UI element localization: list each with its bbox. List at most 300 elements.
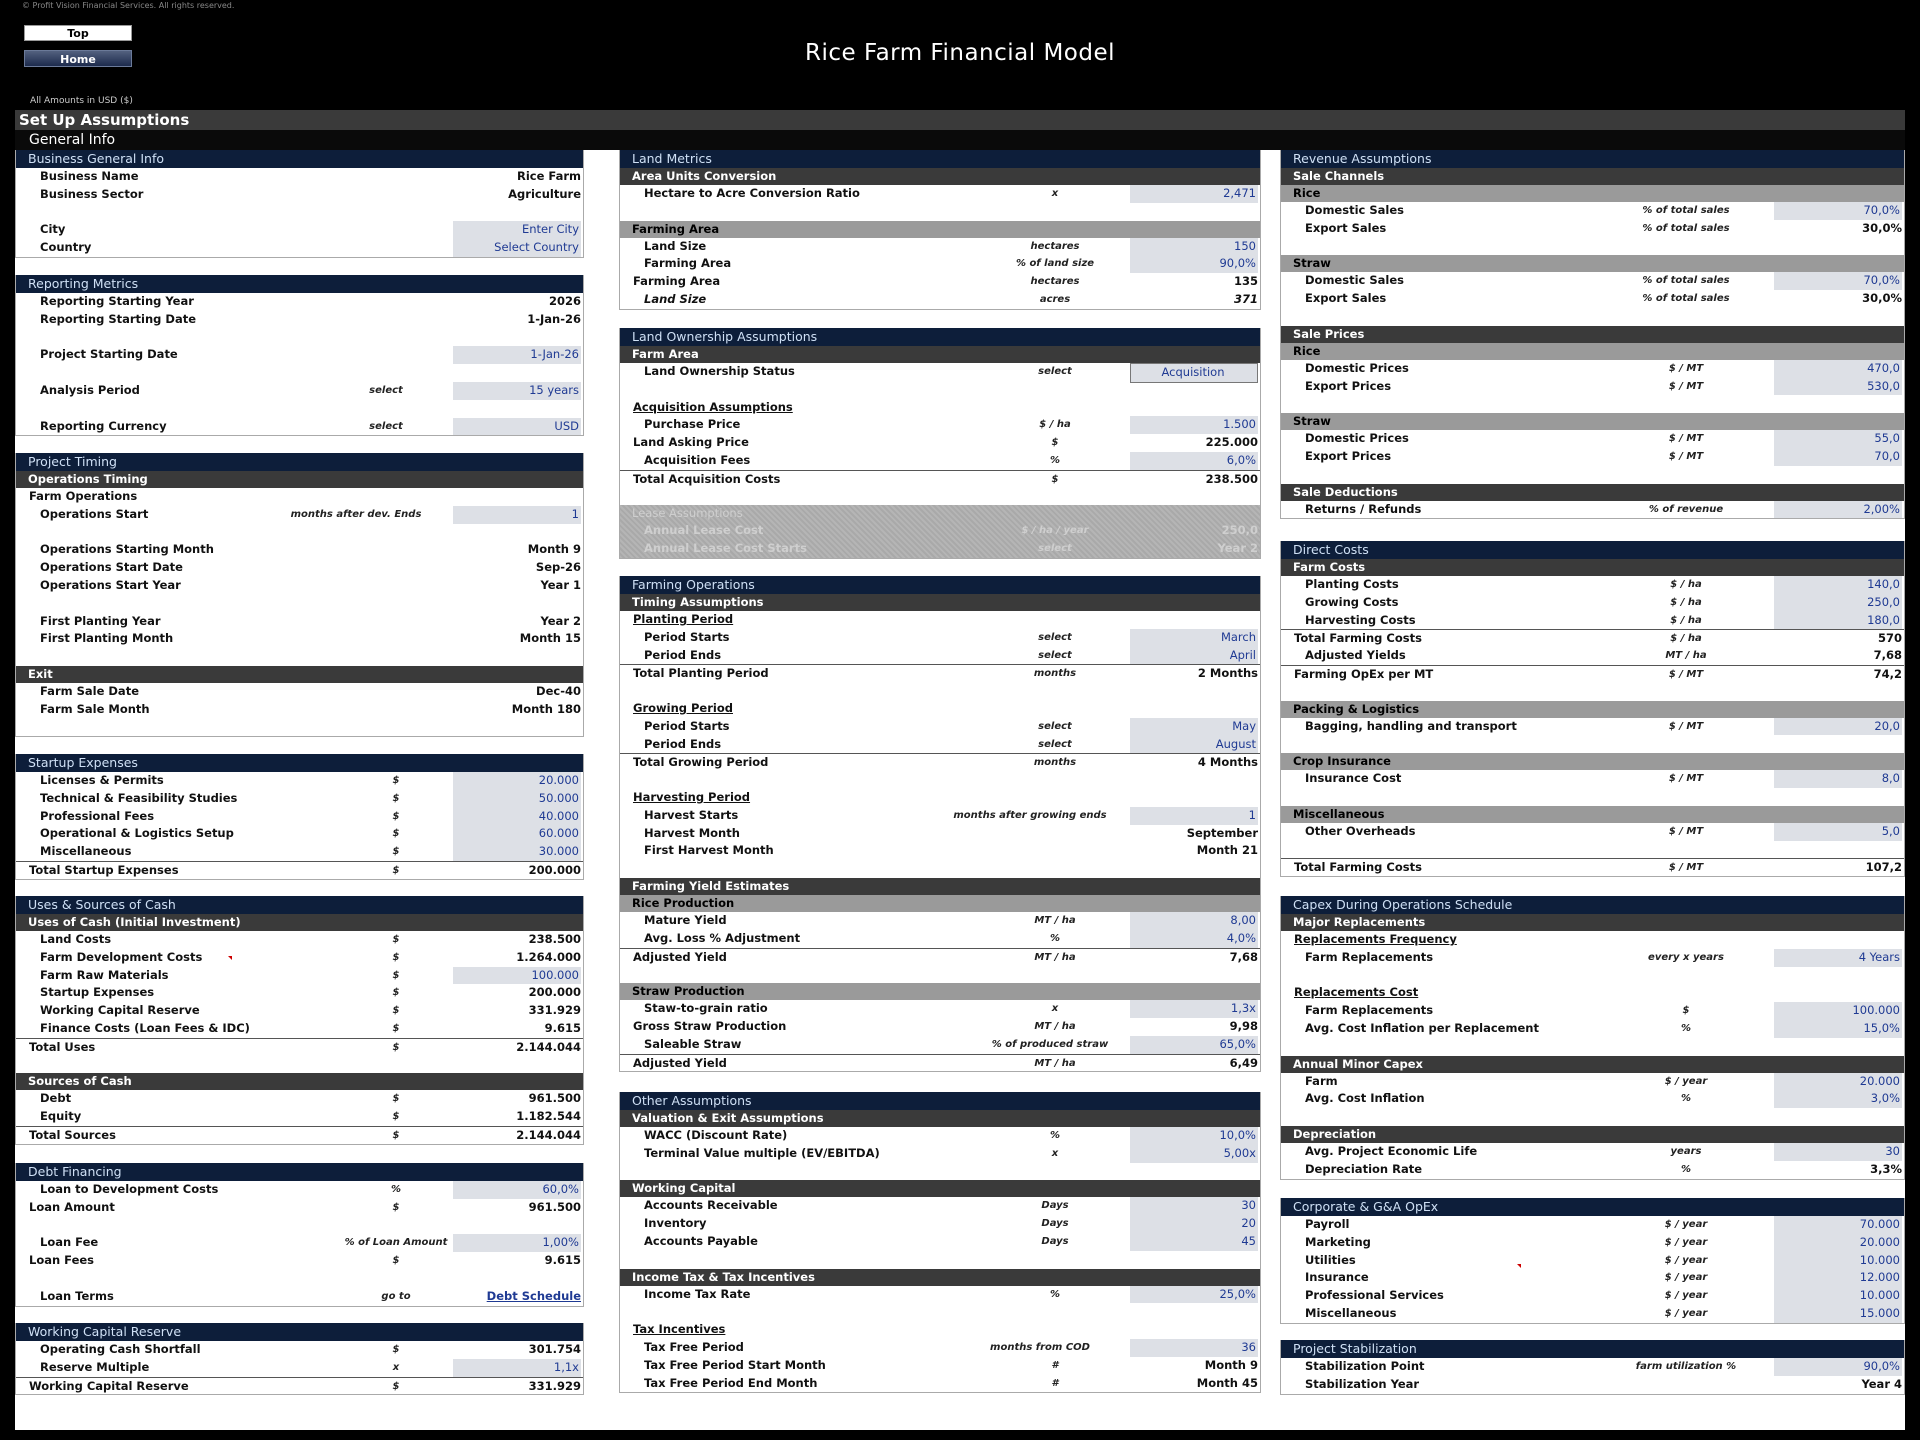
row-label: Startup Expenses	[40, 985, 155, 1000]
row-label: Licenses & Permits	[40, 773, 164, 787]
loan-fees-row	[16, 1252, 583, 1270]
row-unit: $ / MT	[1668, 450, 1704, 462]
cost-title-row	[1281, 984, 1904, 1002]
timing-assumptions-header: Timing Assumptions	[620, 594, 1260, 611]
row-label: Utilities	[1305, 1252, 1356, 1267]
purchase-price-input[interactable]: 1.500	[1130, 416, 1258, 434]
startup-expenses-block	[15, 754, 584, 880]
land-size-row	[620, 238, 1260, 256]
farm-dev-row	[16, 949, 583, 967]
row-label: Total Startup Expenses	[29, 862, 179, 877]
row-label: Adjusted Yield	[633, 1055, 727, 1070]
equity-value: 1.182.544	[516, 1109, 581, 1124]
row-unit: select	[1038, 366, 1072, 377]
row-label: Domestic Prices	[1305, 360, 1409, 375]
studies-row	[16, 790, 583, 808]
row-label: Reserve Multiple	[40, 1359, 150, 1374]
spacer	[16, 1270, 583, 1288]
growing-start-select[interactable]: May	[1130, 718, 1258, 736]
row-label: Land Asking Price	[633, 435, 749, 450]
farm-sale-date-value: Dec-40	[536, 683, 581, 698]
planting-start-select[interactable]: March	[1130, 629, 1258, 647]
spacer	[620, 682, 1260, 700]
loan-terms-row	[16, 1288, 583, 1306]
acq-fees-input[interactable]: 6,0%	[1130, 452, 1258, 470]
spacer	[1281, 841, 1904, 859]
row-label: Farming OpEx per MT	[1294, 666, 1434, 681]
ops-start-year-row	[16, 577, 583, 595]
row-label: Technical & Feasibility Studies	[40, 790, 238, 805]
row-label: Operations Start Date	[40, 560, 183, 575]
row-label: Tax Incentives	[633, 1322, 726, 1337]
spacer	[16, 329, 583, 347]
adjusted-straw-row	[620, 1054, 1260, 1072]
row-unit: $ / year	[1664, 1236, 1708, 1248]
adjusted-straw-value: 6,49	[1229, 1055, 1258, 1070]
row-unit: $	[1051, 437, 1059, 449]
row-label: Working Capital Reserve	[40, 1003, 200, 1018]
land-costs-row	[16, 931, 583, 949]
reporting-block	[15, 275, 584, 436]
prof-fees-input[interactable]: 40.000	[453, 808, 581, 826]
farming-operations-block	[619, 576, 1261, 879]
gross-straw-value: 9,98	[1229, 1018, 1258, 1033]
lease-cost-value: 250,0	[1221, 523, 1258, 538]
ownership-status-select[interactable]: Acquisition	[1130, 363, 1258, 383]
row-unit: $	[392, 1129, 400, 1141]
reserve-multiple-input[interactable]: 1,1x	[453, 1359, 581, 1377]
uses-header: Uses of Cash (Initial Investment)	[16, 914, 583, 931]
row-label: Tax Free Period End Month	[644, 1375, 818, 1390]
row-label: Harvest Starts	[644, 807, 739, 822]
operations-timing-header: Operations Timing	[16, 471, 583, 488]
area-units-header: Area Units Conversion	[620, 168, 1260, 185]
stabilization-point-row	[1281, 1358, 1904, 1376]
mature-yield-input[interactable]: 8,00	[1130, 912, 1258, 930]
row-label: Total Uses	[29, 1039, 96, 1054]
wacc-input[interactable]: 10,0%	[1130, 1127, 1258, 1145]
assumptions-sheet	[15, 130, 1905, 1430]
row-label: Operational & Logistics Setup	[40, 826, 234, 841]
row-label: Domestic Sales	[1305, 273, 1404, 288]
packing-header: Packing & Logistics	[1281, 701, 1904, 718]
minor-farm-input[interactable]: 20.000	[1774, 1073, 1902, 1091]
row-label: Project Starting Date	[40, 347, 178, 362]
bagging-input[interactable]: 20,0	[1774, 718, 1902, 736]
row-unit: $ / year	[1664, 1219, 1708, 1230]
first-harvest-value: Month 21	[1196, 843, 1258, 858]
row-label: Farming Area	[633, 274, 721, 289]
analysis-period-row	[16, 382, 583, 400]
total-uses-row	[16, 1038, 583, 1056]
minor-inflation-row	[1281, 1090, 1904, 1108]
cash-shortfall-value: 301.754	[528, 1342, 581, 1356]
row-unit: $	[392, 1380, 400, 1392]
growing-start-row	[620, 718, 1260, 736]
loan-fees-value: 9.615	[544, 1253, 581, 1268]
straw-dom-price-input[interactable]: 55,0	[1774, 430, 1902, 448]
acq-total-row	[620, 470, 1260, 488]
farming-area-pct-row	[620, 255, 1260, 273]
growing-title-row	[620, 700, 1260, 718]
row-unit: %	[390, 1184, 402, 1195]
row-unit: $ / MT	[1668, 668, 1704, 680]
comment-marker-icon[interactable]	[228, 956, 232, 960]
row-unit: x	[1051, 1003, 1059, 1015]
row-unit: % of total sales	[1642, 293, 1730, 305]
row-unit: $	[392, 846, 400, 858]
row-label: Total Farming Costs	[1294, 631, 1422, 646]
gross-straw-row	[620, 1018, 1260, 1036]
tax-free-period-input[interactable]: 36	[1130, 1339, 1258, 1357]
ops-setup-input[interactable]: 60.000	[453, 825, 581, 843]
row-label: Harvesting Costs	[1305, 612, 1416, 627]
row-unit: $ / MT	[1668, 773, 1704, 785]
row-label: Growing Period	[633, 700, 733, 715]
row-label: Depreciation Rate	[1305, 1161, 1423, 1176]
adjusted-yield-row	[620, 948, 1260, 966]
revenue-block	[1280, 150, 1905, 519]
copyright-text: © Profit Vision Financial Services. All rights reserved.	[22, 1, 235, 10]
row-unit: $	[392, 792, 400, 804]
ops-setup-row	[16, 825, 583, 843]
operations-start-input[interactable]: 1	[453, 506, 581, 524]
row-label: Operating Cash Shortfall	[40, 1342, 201, 1356]
economic-life-input[interactable]: 30	[1774, 1143, 1902, 1161]
row-label: Saleable Straw	[644, 1036, 742, 1051]
row-label: Gross Straw Production	[633, 1018, 787, 1033]
row-label: Period Ends	[644, 736, 722, 751]
rice-exp-price-input[interactable]: 530,0	[1774, 378, 1902, 396]
row-unit: %	[1049, 1130, 1061, 1141]
depreciation-rate-row	[1281, 1161, 1904, 1179]
reporting-header: Reporting Metrics	[16, 275, 583, 293]
row-unit: $	[1682, 1005, 1690, 1017]
row-label: Loan Terms	[40, 1288, 114, 1303]
row-unit: $	[1051, 473, 1059, 485]
currency-select[interactable]: USD	[453, 418, 581, 436]
ar-row	[620, 1197, 1260, 1215]
studies-input[interactable]: 50.000	[453, 790, 581, 808]
growing-costs-input[interactable]: 250,0	[1774, 594, 1902, 612]
farming-operations-header: Farming Operations	[620, 576, 1260, 594]
marketing-row	[1281, 1234, 1904, 1252]
home-button[interactable]: Home	[24, 50, 132, 67]
row-label: Export Sales	[1305, 291, 1387, 306]
tax-free-period-row	[620, 1339, 1260, 1357]
planting-costs-row	[1281, 576, 1904, 594]
row-unit: hectares	[1030, 240, 1080, 252]
spacer	[16, 719, 583, 737]
land-size-input[interactable]: 150	[1130, 238, 1258, 256]
row-unit: $	[392, 951, 400, 963]
spacer	[620, 860, 1260, 878]
row-label: Returns / Refunds	[1305, 501, 1422, 516]
reporting-year-row	[16, 293, 583, 311]
corp-misc-row	[1281, 1305, 1904, 1323]
row-label: Domestic Prices	[1305, 431, 1409, 446]
loss-adjustment-row	[620, 930, 1260, 948]
wc-reserve-total-value: 331.929	[528, 1378, 581, 1393]
sale-prices-header: Sale Prices	[1281, 326, 1904, 343]
row-unit: MT / ha	[1034, 951, 1076, 963]
replacement-cost-input[interactable]: 100.000	[1774, 1002, 1902, 1020]
row-unit: $	[392, 1041, 400, 1053]
sources-header: Sources of Cash	[16, 1073, 583, 1090]
land-ownership-block	[619, 328, 1261, 559]
row-unit: x	[1051, 1147, 1059, 1159]
marketing-input[interactable]: 20.000	[1774, 1234, 1902, 1252]
project-start-row	[16, 346, 583, 364]
spacer	[620, 1163, 1260, 1181]
row-unit: months after dev. Ends	[290, 508, 422, 520]
licenses-input[interactable]: 20.000	[453, 772, 581, 790]
first-planting-month-row	[16, 630, 583, 648]
rice-production-header: Rice Production	[620, 895, 1260, 912]
spacer	[1281, 308, 1904, 326]
valuation-header: Valuation & Exit Assumptions	[620, 1110, 1260, 1127]
top-button[interactable]: Top	[24, 25, 132, 41]
planting-end-select[interactable]: April	[1130, 647, 1258, 665]
grand-total-costs-value: 107,2	[1865, 860, 1902, 875]
country-select[interactable]: Select Country	[453, 239, 581, 257]
saleable-straw-input[interactable]: 65,0%	[1130, 1036, 1258, 1054]
row-label: WACC (Discount Rate)	[644, 1128, 788, 1142]
rice-prices-header: Rice	[1281, 343, 1904, 360]
row-label: Total Farming Costs	[1294, 860, 1422, 875]
ops-start-date-value: Sep-26	[535, 560, 581, 575]
tax-rate-input[interactable]: 25,0%	[1130, 1286, 1258, 1304]
row-label: Business Sector	[40, 186, 144, 201]
replacement-inflation-row	[1281, 1020, 1904, 1038]
corporate-opex-header: Corporate & G&A OpEx	[1281, 1198, 1904, 1216]
prof-services-input[interactable]: 10.000	[1774, 1287, 1902, 1305]
row-label: Growing Costs	[1305, 594, 1399, 609]
spacer	[1281, 1038, 1904, 1056]
row-unit: go to	[381, 1290, 411, 1302]
row-label: Purchase Price	[644, 417, 741, 432]
yield-block	[619, 878, 1261, 1072]
spacer	[16, 595, 583, 613]
straw-domestic-input[interactable]: 70,0%	[1774, 272, 1902, 290]
straw-exp-price-input[interactable]: 70,0	[1774, 448, 1902, 466]
harvest-start-row	[620, 807, 1260, 825]
uses-sources-block	[15, 896, 584, 1145]
bagging-row	[1281, 718, 1904, 736]
row-unit: select	[369, 420, 403, 432]
other-assumptions-block	[619, 1092, 1261, 1393]
insurance-input[interactable]: 12.000	[1774, 1269, 1902, 1287]
loan-fee-input[interactable]: 1,00%	[453, 1234, 581, 1252]
row-label: Stabilization Year	[1305, 1376, 1420, 1391]
acq-fees-row	[620, 452, 1260, 470]
land-metrics-header: Land Metrics	[620, 150, 1260, 168]
row-label: Planting Costs	[1305, 577, 1399, 591]
insurance-cost-input[interactable]: 8,0	[1774, 770, 1902, 788]
overheads-input[interactable]: 5,0	[1774, 823, 1902, 841]
row-label: Stabilization Point	[1305, 1359, 1425, 1373]
growing-end-row	[620, 736, 1260, 754]
row-unit: % of land size	[1015, 258, 1095, 270]
wc-reserve-header: Working Capital Reserve	[16, 1323, 583, 1341]
farm-operations-group	[16, 488, 583, 506]
row-unit: $ / year	[1664, 1290, 1708, 1302]
replacement-inflation-input[interactable]: 15,0%	[1774, 1020, 1902, 1038]
ap-input[interactable]: 45	[1130, 1233, 1258, 1251]
row-unit: $ / MT	[1668, 720, 1704, 732]
straw-export-row	[1281, 290, 1904, 308]
wacc-row	[620, 1127, 1260, 1145]
row-label: First Harvest Month	[644, 843, 774, 858]
row-unit: % of revenue	[1648, 503, 1724, 515]
row-label: Tax Free Period	[644, 1339, 744, 1354]
finance-costs-value: 9.615	[544, 1020, 581, 1035]
harvest-start-input[interactable]: 1	[1130, 807, 1258, 825]
acquisition-title-row	[620, 399, 1260, 417]
row-label: Avg. Cost Inflation per Replacement	[1305, 1020, 1539, 1035]
row-label: First Planting Month	[40, 631, 174, 646]
farming-area-header: Farming Area	[620, 221, 1260, 238]
row-label: Debt	[40, 1091, 72, 1106]
tv-multiple-input[interactable]: 5,00x	[1130, 1145, 1258, 1163]
planting-costs-input[interactable]: 140,0	[1774, 576, 1902, 594]
row-unit: $	[392, 1093, 400, 1105]
first-harvest-row	[620, 842, 1260, 860]
stabilization-year-value: Year 4	[1861, 1376, 1902, 1391]
row-label: Avg. Loss % Adjustment	[644, 930, 801, 945]
economic-life-row	[1281, 1143, 1904, 1161]
opex-per-mt-row	[1281, 665, 1904, 683]
spacer	[1281, 967, 1904, 985]
row-label: Loan Fees	[29, 1253, 95, 1268]
planting-total-row	[620, 664, 1260, 682]
row-unit: $	[392, 1201, 400, 1213]
row-label: Tax Free Period Start Month	[644, 1357, 826, 1372]
row-unit: x	[1051, 188, 1059, 199]
comment-marker-icon[interactable]	[1517, 1264, 1521, 1268]
row-label: Farm Operations	[29, 489, 138, 503]
farming-area-pct-input[interactable]: 90,0%	[1130, 255, 1258, 273]
planting-start-row	[620, 629, 1260, 647]
row-unit: $ / ha / year	[1021, 525, 1089, 537]
insurance-cost-row	[1281, 770, 1904, 788]
row-label: Loan to Development Costs	[40, 1182, 219, 1196]
row-label: Acquisition Assumptions	[633, 399, 793, 414]
prof-fees-row	[16, 808, 583, 826]
row-label: First Planting Year	[40, 613, 161, 628]
returns-input[interactable]: 2,00%	[1774, 501, 1902, 519]
row-label: Professional Fees	[40, 808, 155, 823]
row-label: Accounts Payable	[644, 1233, 758, 1248]
land-costs-value: 238.500	[528, 932, 581, 946]
spacer	[620, 488, 1260, 506]
cash-shortfall-row	[16, 1341, 583, 1359]
row-unit: $ / ha	[1670, 596, 1702, 608]
yield-header: Farming Yield Estimates	[620, 878, 1260, 895]
row-label: Reporting Currency	[40, 418, 167, 433]
ops-start-month-value: Month 9	[527, 542, 581, 557]
project-start-input[interactable]: 1-Jan-26	[453, 346, 581, 364]
exit-header: Exit	[16, 666, 583, 683]
opex-per-mt-value: 74,2	[1873, 666, 1902, 681]
reserve-multiple-row	[16, 1359, 583, 1377]
first-planting-year-value: Year 2	[540, 613, 581, 628]
growing-end-select[interactable]: August	[1130, 736, 1258, 754]
startup-expenses-header: Startup Expenses	[16, 754, 583, 772]
utilities-input[interactable]: 10.000	[1774, 1252, 1902, 1270]
row-unit: every x years	[1648, 951, 1724, 963]
row-label: Period Ends	[644, 647, 722, 662]
business-name-row	[16, 168, 583, 186]
misc-input[interactable]: 30.000	[453, 843, 581, 861]
first-planting-month-value: Month 15	[519, 631, 581, 646]
direct-costs-block	[1280, 541, 1905, 877]
row-unit: $ / ha	[1670, 579, 1702, 590]
replacement-freq-input[interactable]: 4 Years	[1774, 949, 1902, 967]
row-unit: $ / MT	[1668, 825, 1704, 837]
inventory-input[interactable]: 20	[1130, 1215, 1258, 1233]
row-label: Business Name	[40, 169, 139, 183]
straw-domestic-row	[1281, 272, 1904, 290]
row-label: Export Prices	[1305, 378, 1392, 393]
row-label: Operations Start	[40, 506, 149, 521]
land-acres-row	[620, 291, 1260, 309]
revenue-header: Revenue Assumptions	[1281, 150, 1904, 168]
row-unit: hectares	[1030, 276, 1080, 288]
row-unit: $ / ha	[1670, 614, 1702, 626]
row-label: Replacements Cost	[1294, 985, 1419, 1000]
rice-domestic-input[interactable]: 70,0%	[1774, 202, 1902, 220]
row-unit: %	[1049, 454, 1061, 466]
business-sector-row	[16, 186, 583, 204]
raw-materials-input[interactable]: 100.000	[453, 967, 581, 985]
minor-inflation-input[interactable]: 3,0%	[1774, 1090, 1902, 1108]
straw-exp-price-row	[1281, 448, 1904, 466]
row-label: Operations Start Year	[40, 577, 181, 592]
first-planting-year-row	[16, 613, 583, 631]
harvesting-costs-input[interactable]: 180,0	[1774, 612, 1902, 630]
row-label: Loan Fee	[40, 1235, 99, 1250]
row-label: City	[40, 222, 66, 237]
rice-export-value: 30,0%	[1862, 220, 1902, 235]
row-label: Farm Replacements	[1305, 949, 1434, 964]
loss-adjustment-input[interactable]: 4,0%	[1130, 930, 1258, 948]
row-unit: % of total sales	[1642, 222, 1730, 234]
spacer	[620, 203, 1260, 221]
conversion-input[interactable]: 2,471	[1130, 185, 1258, 203]
loan-amount-value: 961.500	[528, 1199, 581, 1214]
rice-exp-price-row	[1281, 378, 1904, 396]
city-input[interactable]: Enter City	[453, 221, 581, 239]
straw-prices-header: Straw	[1281, 413, 1904, 430]
payroll-input[interactable]: 70.000	[1774, 1216, 1902, 1234]
asking-price-value: 225.000	[1205, 435, 1258, 450]
stabilization-point-input[interactable]: 90,0%	[1774, 1358, 1902, 1376]
straw-ratio-input[interactable]: 1,3x	[1130, 1000, 1258, 1018]
rice-dom-price-input[interactable]: 470,0	[1774, 360, 1902, 378]
reporting-date-row	[16, 311, 583, 329]
row-unit: select	[369, 384, 403, 396]
loan-fee-row	[16, 1234, 583, 1252]
row-unit: acres	[1039, 293, 1071, 305]
row-label: Hectare to Acre Conversion Ratio	[644, 186, 860, 200]
analysis-period-select[interactable]: 15 years	[453, 382, 581, 400]
ar-input[interactable]: 30	[1130, 1197, 1258, 1215]
ltc-input[interactable]: 60,0%	[453, 1181, 581, 1199]
corp-misc-input[interactable]: 15.000	[1774, 1305, 1902, 1323]
debt-schedule-link[interactable]: Debt Schedule	[486, 1288, 581, 1303]
row-unit: months from COD	[990, 1341, 1090, 1353]
